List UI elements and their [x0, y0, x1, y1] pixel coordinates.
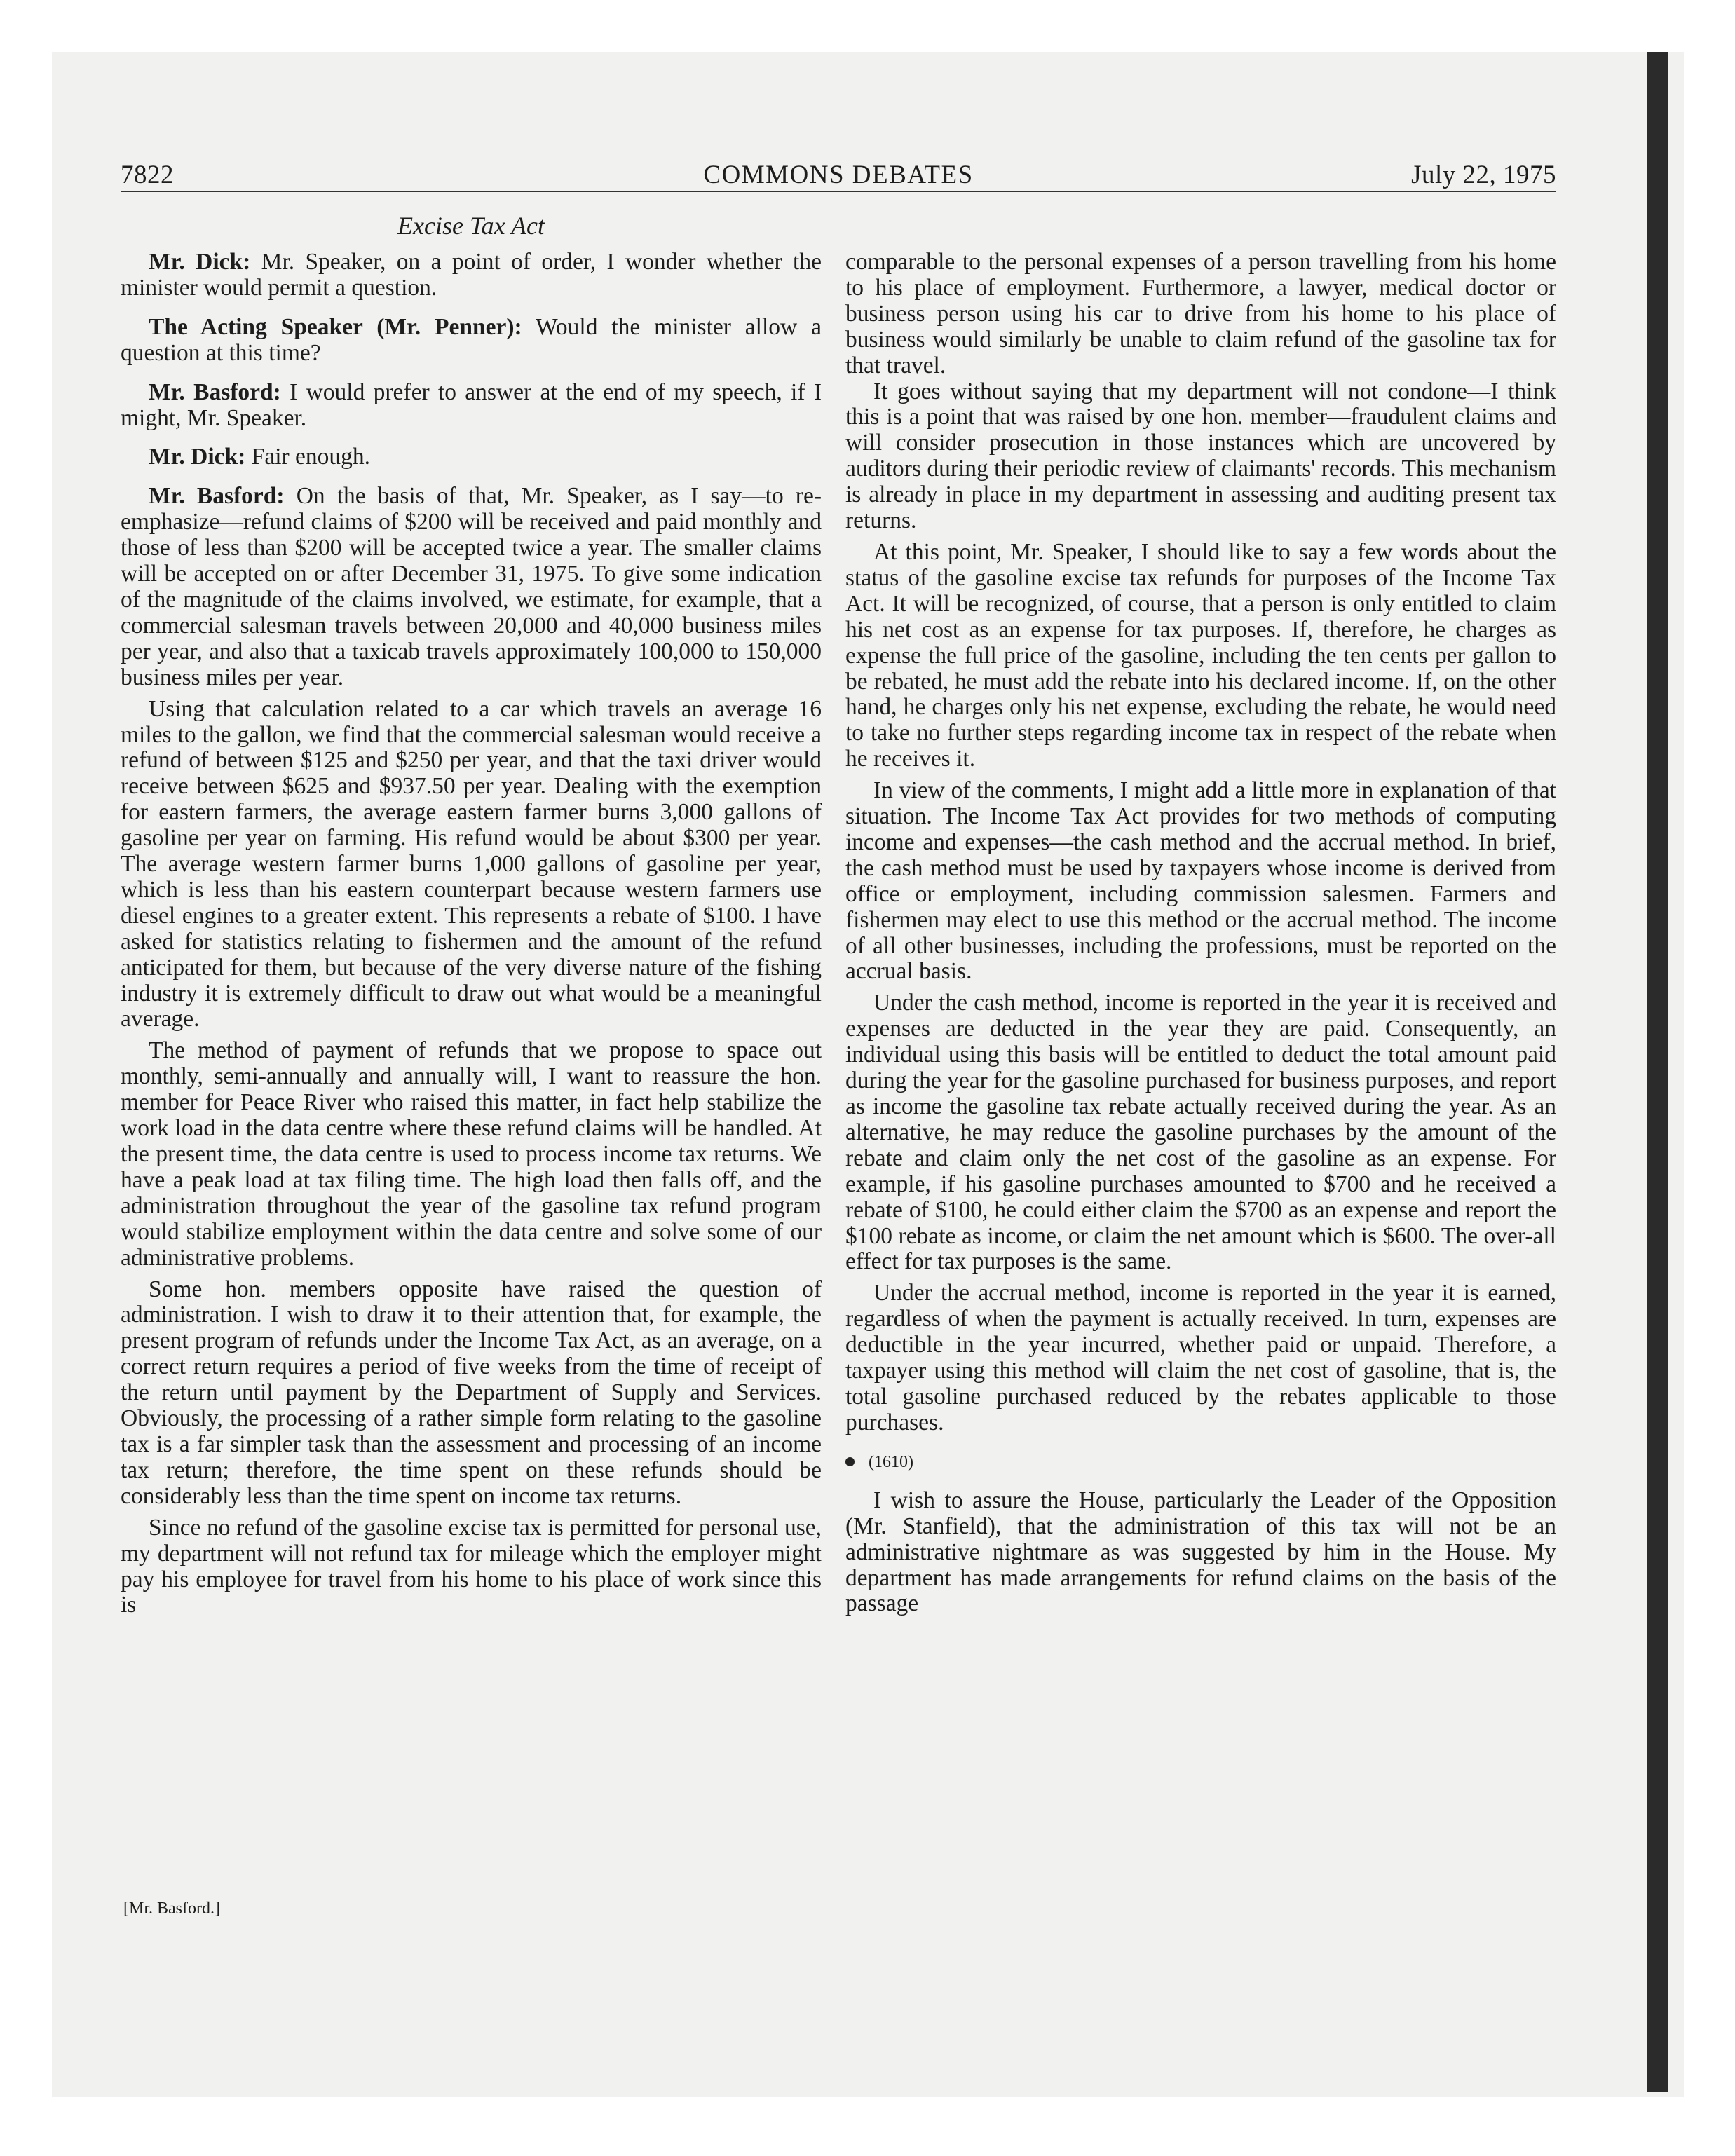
speaker-name: Mr. Basford: — [149, 378, 281, 405]
bullet-icon — [845, 1457, 855, 1466]
paragraph — [121, 484, 822, 690]
paragraph: In view of the comments, I might add a little more in explanation of that situation. The Income Tax Act provides for two methods of computing income and expenses—the cash method and the accrual method. In brief, the cash method must be used by taxpayers whose income is derived from office or employment, including commission salesmen. Farmers and fishermen may elect to use this method or the accrual method. The income of all other businesses, including the professions, must be reported on the accrual basis. — [845, 777, 1556, 985]
paragraph — [121, 380, 822, 432]
header-rule — [121, 191, 1556, 192]
time-marker-text: (1610) — [869, 1452, 913, 1471]
paragraph-text: Mr. Speaker, on a point of order, I wonder whether the minister would permit a question. — [121, 249, 822, 301]
paragraph: The method of payment of refunds that we propose to space out monthly, semi-annually and annually will, I want to reassure the hon. member for Peace River who raised this matter, in fact help stabilize the work load in the data centre where these refund claims will be handled. At the present time, the data centre is used to process income tax returns. We have a peak load at tax filing time. The high load then falls off, and the administration throughout the year of the gasoline tax refund program would stabilize employment within the data centre and solve some of our administrative problems. — [121, 1037, 822, 1271]
page-number: 7822 — [121, 161, 174, 189]
page-header — [121, 160, 1556, 193]
paragraph: Under the cash method, income is reported in the year it is received and expenses are deducted in the year they are paid. Consequently, an individual using this basis will be entitled to deduct the total amount paid during the year for the gasoline purchased for business purposes, and report as income the gasoline tax rebate actually received during the year. As an alternative, he may reduce the gasoline purchases by the amount of the rebate and claim only the net cost of the gasoline as an expense. For example, if his gasoline purchases amounted to $700 and he received a rebate of $100, he could either claim the $700 as an expense and report the $100 rebate as income, or claim the net amount which is $600. The over-all effect for tax purposes is the same. — [845, 990, 1557, 1275]
paragraph: Since no refund of the gasoline excise tax is permitted for personal use, my department will not refund tax for mileage which the employer might pay his employee for travel from his home to his place of work since this is — [121, 1514, 822, 1618]
speaker-name: Mr. Dick: — [149, 444, 246, 470]
speaker-name: The Acting Speaker (Mr. Penner): — [149, 313, 522, 340]
speaker-footer: [Mr. Basford.] — [123, 1899, 220, 1918]
paragraph: Using that calculation related to a car which travels an average 16 miles to the gallon, we find that the commercial salesman would receive a refund of between $125 and $250 per year, and that the taxi driver would receive between $625 and $937.50 per year. Dealing with the exemption for eastern farmers, the average eastern farmer burns 3,000 gallons of gasoline per year on farming. His refund would be about $300 per year. The average western farmer burns 1,000 gallons of gasoline per year, which is less than his eastern counterpart because western farmers use diesel engines to a greater extent. This represents a rebate of $100. I have asked for statistics relating to fishermen and the amount of the refund anticipated for them, but because of the very diverse nature of the fishing industry it is extremely difficult to draw out what would be a meaningful average. — [121, 695, 822, 1032]
time-marker — [845, 1452, 1556, 1473]
paragraph — [121, 315, 822, 367]
right-column — [845, 250, 1556, 1617]
paragraph — [121, 250, 822, 301]
paragraph-text: Fair enough. — [245, 444, 371, 470]
paragraph-text: On the basis of that, Mr. Speaker, as I say—to re-emphasize—refund claims of $200 will be received and paid monthly and those of less than $200 will be accepted twice a year. The smaller claims will be accepted on or after December 31, 1975. To give some indication of the magnitude of the claims involved, we estimate, for example, that a commercial salesman travels between 20,000 and 40,000 business miles per year, and also that a taxicab travels approximately 100,000 to 150,000 business miles per year. — [121, 483, 822, 690]
section-title: Excise Tax Act — [397, 212, 545, 240]
paragraph — [121, 444, 822, 470]
paragraph-text: I would prefer to answer at the end of my speech, if I might, Mr. Speaker. — [121, 378, 822, 431]
binding-edge — [1647, 52, 1668, 2092]
page-date: July 22, 1975 — [1411, 161, 1556, 189]
paragraph: Under the accrual method, income is reported in the year it is earned, regardless of when the payment is actually received. In turn, expenses are deductible in the year incurred, whether paid or unpaid. Therefore, a taxpayer using this method will claim the net cost of gasoline, that is, the total gasoline purchased reduced by the rebates applicable to those purchases. — [845, 1280, 1556, 1435]
publication-title: COMMONS DEBATES — [703, 161, 974, 189]
paragraph-text: Would the minister allow a question at this time? — [121, 313, 822, 366]
paragraph: comparable to the personal expenses of a person travelling from his home to his place of employment. Furthermore, a lawyer, medical doctor or business person using his car to drive from his home to his place of business would similarly be unable to claim refund of the gasoline tax for that travel. — [845, 249, 1556, 378]
paragraph: It goes without saying that my department will not condone—I think this is a point that was raised by one hon. member—fraudulent claims and will consider prosecution in those instances which are uncovered by auditors during their periodic review of claimants' records. This mechanism is already in place in my department in assessing and auditing present tax returns. — [845, 378, 1556, 534]
paragraph: At this point, Mr. Speaker, I should like to say a few words about the status of the gasoline excise tax refunds for purposes of the Income Tax Act. It will be recognized, of course, that a person is only entitled to claim his net cost as an expense for tax purposes. If, therefore, he charges as expense the full price of the gasoline, including the ten cents per gallon to be rebated, he must add the rebate into his declared income. If, on the other hand, he charges only his net expense, excluding the rebate, he would need to take no further steps regarding income tax in respect of the rebate when he receives it. — [845, 538, 1556, 772]
speaker-name: Mr. Basford: — [149, 483, 285, 510]
speaker-name: Mr. Dick: — [149, 249, 251, 275]
paragraph: I wish to assure the House, particularly the Leader of the Opposition (Mr. Stanfield), that the administration of this tax will not be an administrative nightmare as was suggested by him in the House. My department has made arrangements for refund claims on the basis of the passage — [845, 1487, 1556, 1617]
paragraph: Some hon. members opposite have raised the question of administration. I wish to draw it to their attention that, for example, the present program of refunds under the Income Tax Act, as an average, on a correct return requires a period of five weeks from the time of receipt of the return until payment by the Department of Supply and Services. Obviously, the processing of a rather simple form relating to the gasoline tax is a far simpler task than the assessment and processing of an income tax return; therefore, the time spent on these refunds should be considerably less than the time spent on income tax returns. — [121, 1276, 822, 1509]
left-column — [121, 250, 822, 1618]
